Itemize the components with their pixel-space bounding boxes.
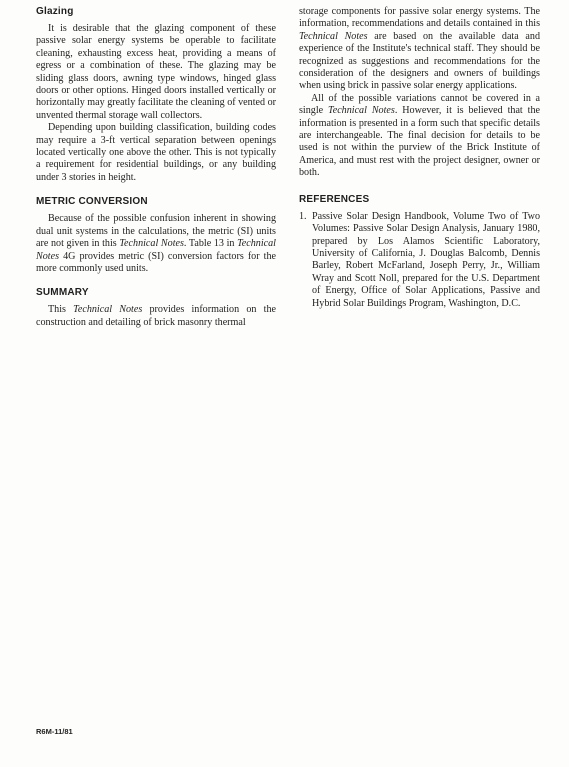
glazing-heading: Glazing — [36, 6, 74, 17]
page-footer-code: R6M-11/81 — [36, 727, 73, 736]
reference-item — [299, 211, 540, 310]
glazing-paragraph-1: It is desirable that the glazing component of these passive solar energy systems be operable to facilitate cleaning, exhausting excess heat, providing a means of egress or a combination of these. The glazing may be sliding glass doors, awning type windows, hinged glass doors or other options. Hinged doors installed vertically or horizontally may greatly facilitate the cleaning of vented or unvented thermal storage wall collectors. — [36, 23, 276, 121]
summary-paragraph: This Technical Notes provides information on the construction and detailing of brick masonry thermal — [36, 304, 276, 328]
references-heading: REFERENCES — [299, 193, 370, 205]
reference-text: Passive Solar Design Handbook, Volume Two of Two Volumes: Passive Solar Design Analysis, January 1980, prepared by Los Alamos Scientific Laboratory, University of California, J. Douglas Balcomb, Dennis Barley, Robert McFarland, Joseph Perry, Jr., William Wray and Scott Noll, prepared for the U.S. Department of Energy, Office of Solar Applications, Passive and Hybrid Solar Buildings Program, Washington, D.C. — [312, 210, 540, 309]
left-column — [36, 6, 276, 337]
metric-conversion-section — [36, 196, 276, 275]
summary-heading: SUMMARY — [36, 287, 89, 299]
summary-continuation — [299, 6, 540, 180]
summary-paragraph-2: All of the possible variations cannot be covered in a single Technical Notes. However, it is believed that the information is presented in a form such that specific details are interchangeable. The final decision for details to be used is not within the purview of the Brick Institute of America, and must rest with the project designer, owner or both. — [299, 92, 540, 179]
reference-number: 1. — [299, 210, 307, 222]
summary-continuation-paragraph: storage components for passive solar energy systems. The information, recommendations and details contained in this Technical Notes are based on the available data and experience of the Institute's technical staff. They should be recognized as suggestions and recommendations for the consideration of the designers and owners of buildings when using brick in passive solar energy applications. — [299, 6, 540, 92]
metric-conversion-paragraph: Because of the possible confusion inherent in showing dual unit systems in the calculations, the metric (SI) units are not given in this Technical Notes. Table 13 in Technical Notes 4G provides metric (SI) conversion factors for the more commonly used units. — [36, 213, 276, 274]
references-list — [299, 211, 540, 310]
glazing-paragraph-2: Depending upon building classification, building codes may require a 3-ft vertical separation between openings located vertically one above the other. This is not typically a requirement for residential buildings, or any building under 3 stories in height. — [36, 122, 276, 183]
references-section — [299, 194, 540, 310]
glazing-section — [36, 6, 276, 184]
summary-section — [36, 287, 276, 329]
right-column — [299, 6, 540, 318]
metric-conversion-heading: METRIC CONVERSION — [36, 196, 148, 208]
